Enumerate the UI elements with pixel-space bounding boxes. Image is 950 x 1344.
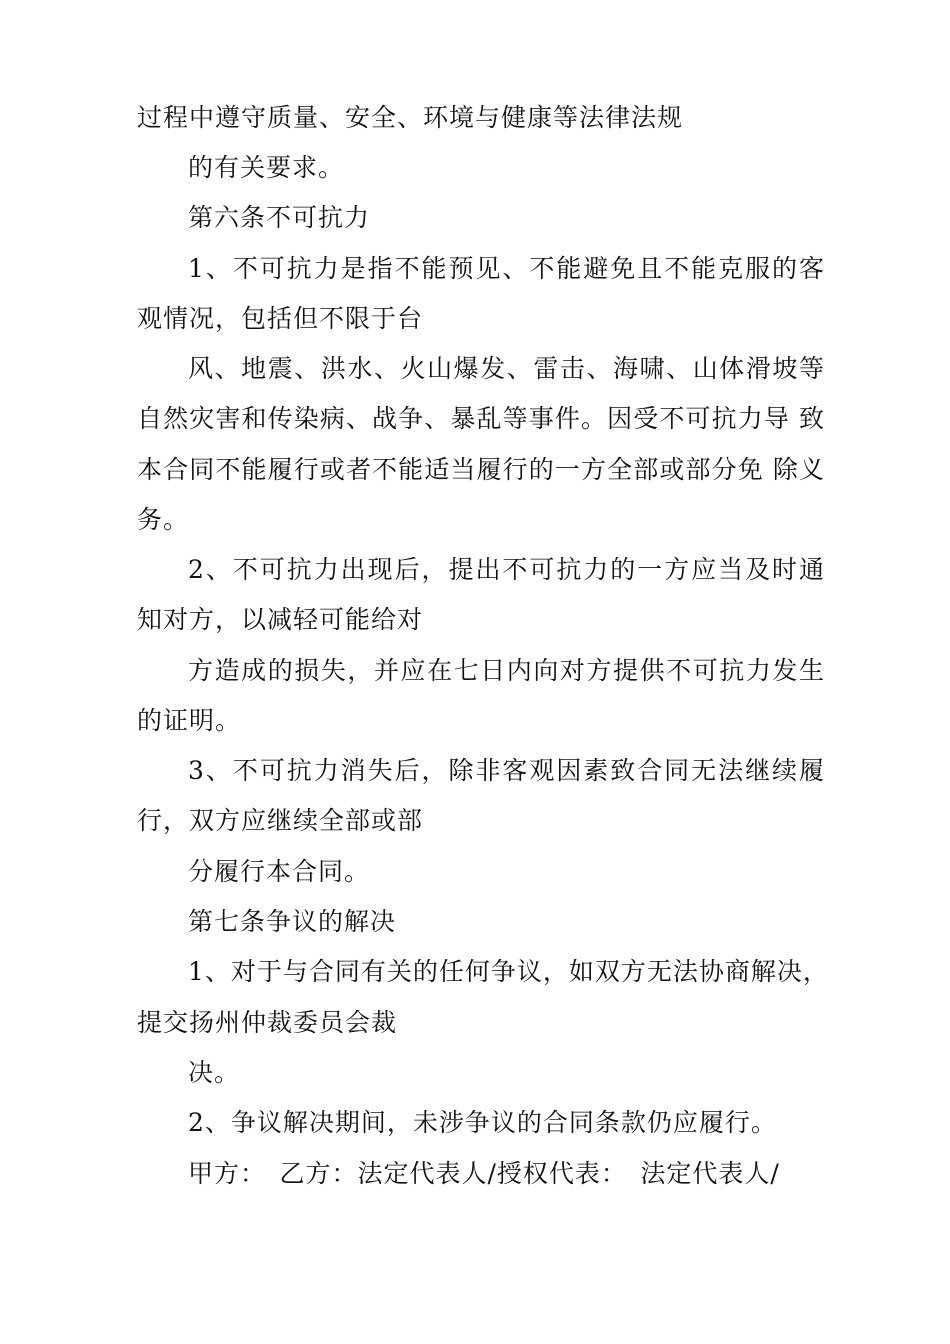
text-line: 本合同不能履行或者不能适当履行的一方全部或部分免 除义 [137,455,825,484]
text-line: 方造成的损失，并应在七日内向对方提供不可抗力发生 [188,656,825,685]
section-heading: 第六条不可抗力 [188,203,371,232]
text-line: 决。 [188,1058,241,1087]
text-line: 风、地震、洪水、火山爆发、雷击、海啸、山体滑坡等 [188,354,825,383]
text-line: 提交扬州仲裁委员会裁 [137,1008,398,1037]
text-line: 观情况，包括但不限于台 [137,304,424,333]
text-line: 过程中遵守质量、安全、环境与健康等法律法规 [137,103,684,132]
text-line: 2、争议解决期间，未涉争议的合同条款仍应履行。 [188,1108,777,1137]
text-line: 1、不可抗力是指不能预见、不能避免且不能克服的客 [188,254,825,283]
section-heading: 第七条争议的解决 [188,907,397,936]
text-line: 知对方，以减轻可能给对 [137,605,424,634]
text-line: 自然灾害和传染病、战争、暴乱等事件。因受不可抗力导 致 [137,404,825,433]
text-line: 2、不可抗力出现后，提出不可抗力的一方应当及时通 [188,555,825,584]
signature-line: 甲方： 乙方：法定代表人/授权代表： 法定代表人/ [188,1159,780,1188]
text-line: 行，双方应继续全部或部 [137,806,424,835]
text-line: 务。 [137,505,190,534]
text-line: 分履行本合同。 [188,857,371,886]
text-line: 的证明。 [137,706,242,735]
text-line: 3、不可抗力消失后，除非客观因素致合同无法继续履 [188,756,825,785]
text-line: 的有关要求。 [188,153,345,182]
text-line: 1、对于与合同有关的任何争议，如双方无法协商解决， [188,957,829,986]
